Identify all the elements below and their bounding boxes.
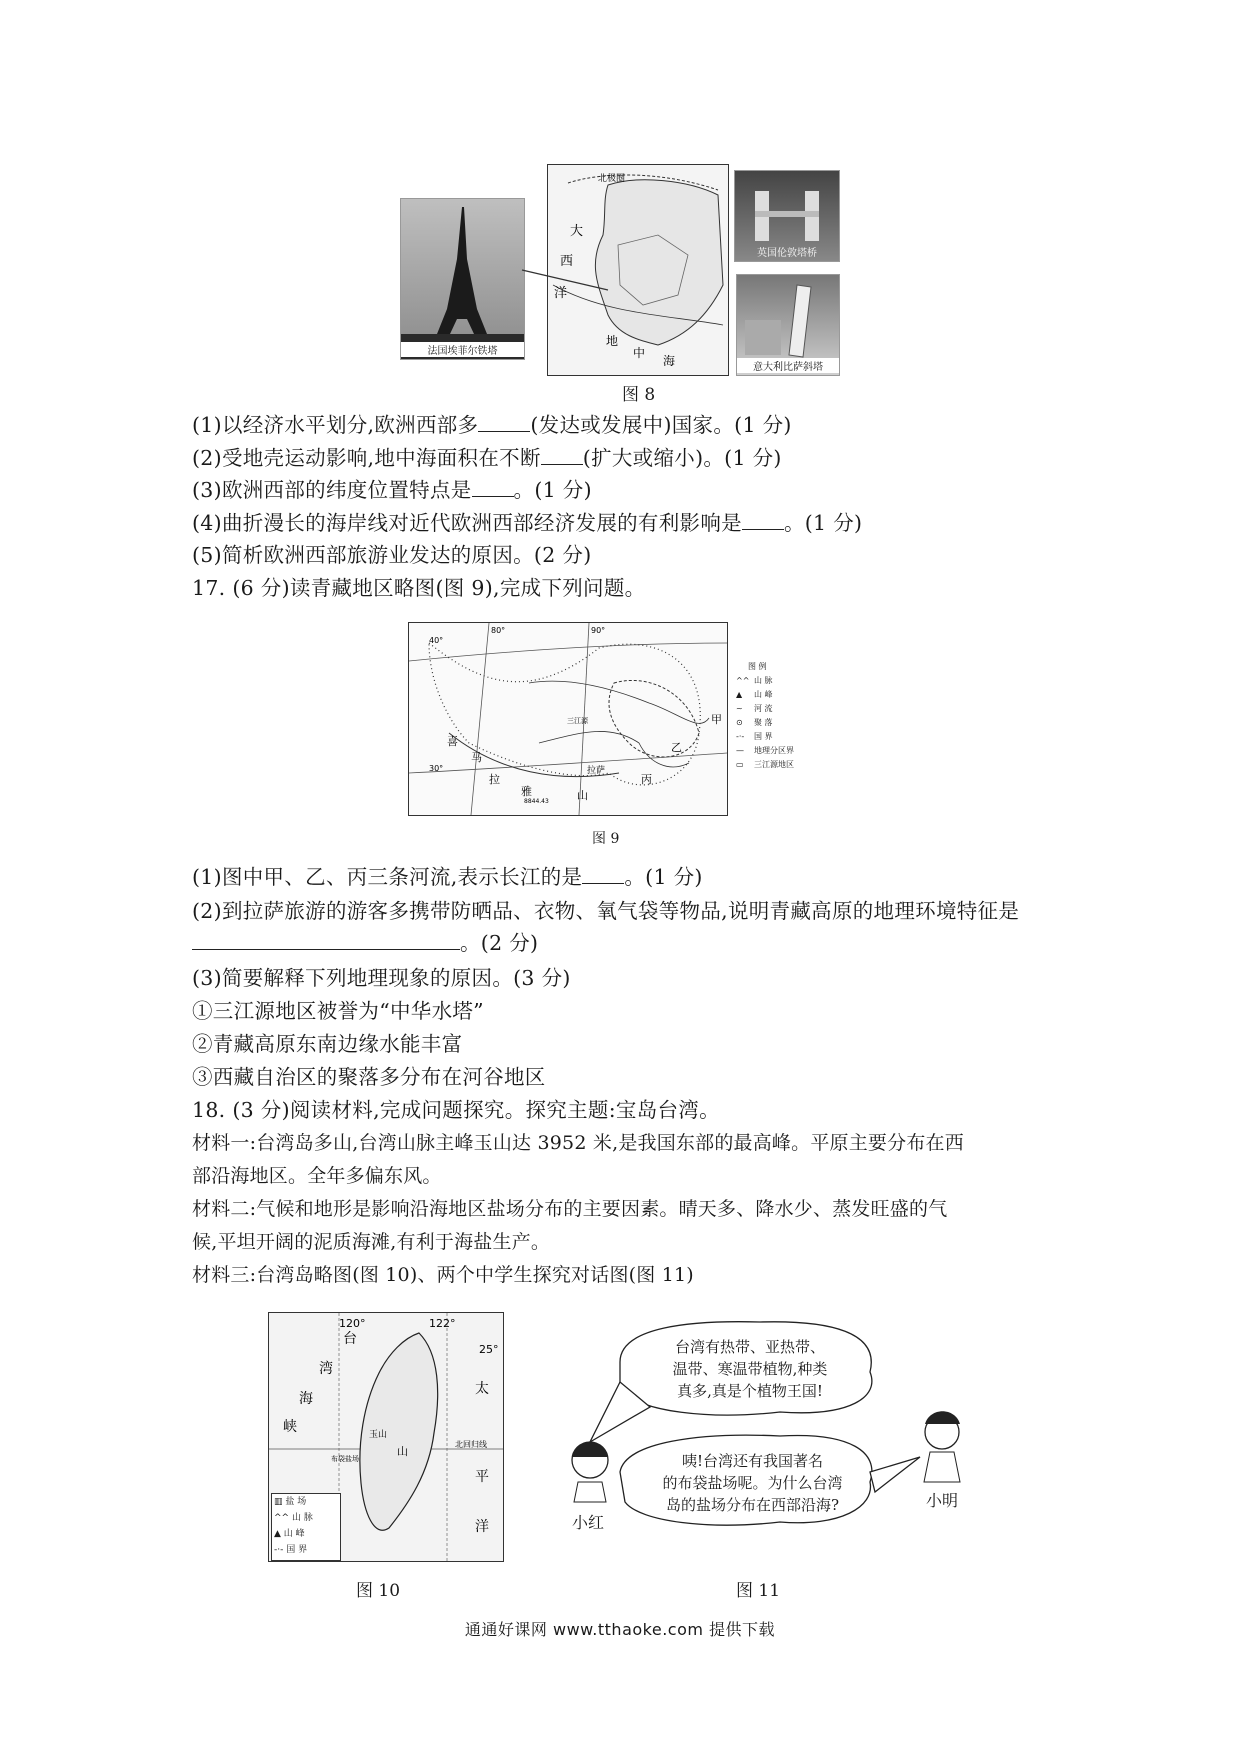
q16-blank3[interactable]	[472, 476, 514, 497]
river-jia: 甲	[711, 713, 722, 726]
him-la: 拉	[489, 773, 500, 786]
lon122: 122°	[429, 1317, 456, 1330]
map-label-a2: 西	[560, 254, 574, 269]
strait-xia: 峡	[283, 1419, 297, 1435]
fig11-caption: 图 11	[736, 1581, 781, 1601]
strait-hai: 海	[299, 1391, 313, 1407]
boy-name: 小明	[926, 1491, 959, 1510]
range-label: 山	[397, 1445, 408, 1458]
legend-item: ▭ 三江源地区	[736, 760, 794, 769]
q17-item2: ②青藏高原东南边缘水能丰富	[192, 1032, 463, 1056]
lon80: 80°	[491, 626, 506, 635]
fig8-caption: 图 8	[622, 385, 656, 405]
q17-part2-b: 。(2 分)	[460, 931, 539, 955]
strait-tai: 台	[343, 1331, 357, 1347]
bridge-caption: 英国伦敦塔桥	[757, 248, 817, 259]
eiffel-tower-icon	[401, 199, 524, 359]
lon120: 120°	[339, 1317, 366, 1330]
dialogue-figure	[550, 1312, 990, 1568]
river-yi: 乙	[671, 741, 682, 754]
map-label-m1: 地	[606, 334, 619, 348]
pisa-tower-photo	[736, 274, 840, 376]
him-shan: 山	[577, 789, 588, 802]
qinghai-tibet-map	[408, 622, 728, 816]
q18-title: 18. (3 分)阅读材料,完成问题探究。探究主题:宝岛台湾。	[192, 1098, 720, 1122]
q16-part3-b: 。(1 分)	[513, 478, 592, 502]
legend-item: ^^ 山 脉	[736, 676, 773, 685]
him-ma: 马	[471, 751, 482, 764]
legend-item: -·- 国 界	[274, 1545, 308, 1555]
lat25: 25°	[479, 1343, 499, 1356]
q17-part2-line2	[192, 928, 538, 958]
q17-part2-a: (2)到拉萨旅游的游客多携带防晒品、衣物、氧气袋等物品,说明青藏高原的地理环境特征是	[192, 899, 1020, 923]
q17-part1-a: (1)图中甲、乙、丙三条河流,表示长江的是	[192, 865, 583, 889]
q17-blank1[interactable]	[582, 863, 624, 884]
q17-part1	[192, 862, 703, 892]
map-label-m3: 海	[663, 354, 676, 368]
q17-title: 17. (6 分)读青藏地区略图(图 9),完成下列问题。	[192, 576, 646, 600]
bubble1-line: 台湾有热带、亚热带、	[674, 1338, 825, 1356]
bubble2-line: 的布袋盐场呢。为什么台湾	[662, 1474, 843, 1492]
map-label-a1: 大	[570, 224, 584, 239]
q16-part4-a: (4)曲折漫长的海岸线对近代欧洲西部经济发展的有利影响是	[192, 511, 742, 535]
taiwan-legend	[271, 1493, 341, 1561]
q17-item3: ③西藏自治区的聚落多分布在河谷地区	[192, 1065, 546, 1089]
q16-part4-b: 。(1 分)	[783, 511, 863, 535]
girl-name: 小红	[572, 1513, 605, 1532]
q18-material2-line1: 材料二:气候和地形是影响沿海地区盐场分布的主要因素。晴天多、降水少、蒸发旺盛的气	[192, 1198, 948, 1220]
sanjiangyuan-label: 三江源	[567, 717, 588, 725]
legend-item: — 地理分区界	[736, 746, 794, 755]
footer: 通通好课网 www.tthaoke.com 提供下载	[464, 1620, 776, 1639]
taiwan-map	[268, 1312, 504, 1562]
q16-blank4[interactable]	[742, 509, 784, 530]
eiffel-tower-photo	[400, 198, 525, 360]
river-bing: 丙	[641, 773, 652, 786]
q17-blank2[interactable]	[192, 929, 460, 950]
tropic-label: 北回归线	[455, 1440, 487, 1449]
budai-label: 布袋盐场	[331, 1455, 359, 1463]
lat30: 30°	[429, 764, 444, 773]
bubble1-line: 真多,真是个植物王国!	[677, 1382, 823, 1400]
bubble2-line: 咦!台湾还有我国著名	[681, 1452, 824, 1470]
q18-material1-line2: 部沿海地区。全年多偏东风。	[192, 1165, 442, 1187]
speech-bubble-1	[635, 1336, 865, 1402]
lon90: 90°	[591, 626, 606, 635]
yushan-label: 玉山	[369, 1430, 388, 1440]
legend-item: ▲ 山 峰	[736, 690, 773, 699]
bubble2-line: 岛的盐场分布在西部沿海?	[665, 1496, 840, 1514]
legend-item: ^^ 山 脉	[274, 1513, 313, 1523]
legend-title: 图 例	[748, 662, 767, 671]
lasa-label: 拉萨	[587, 766, 606, 776]
q16-part3-a: (3)欧洲西部的纬度位置特点是	[192, 478, 472, 502]
speech-bubble-2	[635, 1450, 870, 1516]
fig9-caption: 图 9	[592, 831, 620, 847]
q18-material2-line2: 候,平坦开阔的泥质海滩,有利于海盐生产。	[192, 1231, 551, 1253]
q16-part1-b: (发达或发展中)国家。(1 分)	[530, 413, 792, 437]
q16-part1	[192, 410, 792, 440]
everest-height: 8844.43	[524, 798, 549, 805]
lat40: 40°	[429, 636, 444, 645]
q16-part4	[192, 508, 862, 538]
ocean-tai: 太	[475, 1381, 489, 1397]
qinghai-tibet-map-svg	[409, 623, 727, 815]
q16-blank2[interactable]	[541, 444, 583, 465]
tower-bridge-photo	[734, 170, 840, 262]
q18-material1-line1: 材料一:台湾岛多山,台湾山脉主峰玉山达 3952 米,是我国东部的最高峰。平原主要分布在西	[192, 1132, 964, 1154]
legend-item: ▥ 盐 场	[274, 1497, 307, 1507]
ocean-ping: 平	[475, 1469, 489, 1485]
q16-blank1[interactable]	[478, 411, 530, 432]
q16-part5: (5)简析欧洲西部旅游业发达的原因。(2 分)	[192, 543, 592, 567]
eiffel-caption: 法国埃菲尔铁塔	[401, 342, 524, 357]
legend-item: ⊙ 聚 落	[736, 718, 773, 727]
q18-material3: 材料三:台湾岛略图(图 10)、两个中学生探究对话图(图 11)	[192, 1264, 694, 1286]
legend-item: -·- 国 界	[736, 732, 773, 741]
pisa-caption: 意大利比萨斜塔	[737, 358, 839, 373]
q16-part1-a: (1)以经济水平划分,欧洲西部多	[192, 413, 479, 437]
strait-wan: 湾	[319, 1361, 333, 1377]
fig10-caption: 图 10	[356, 1581, 401, 1601]
q17-item1: ①三江源地区被誉为“中华水塔”	[192, 999, 484, 1023]
q17-legend	[736, 660, 816, 772]
q16-part3	[192, 475, 592, 505]
bubble1-line: 温带、寒温带植物,种类	[672, 1360, 828, 1378]
him-ya: 雅	[521, 785, 532, 798]
q16-part2-a: (2)受地壳运动影响,地中海面积在不断	[192, 446, 541, 470]
q16-part2-b: (扩大或缩小)。(1 分)	[582, 446, 782, 470]
legend-item: ▲ 山 峰	[274, 1529, 305, 1539]
him-xi: 喜	[447, 735, 458, 748]
ocean-yang: 洋	[475, 1519, 489, 1535]
arrow-eiffel	[520, 250, 610, 310]
q16-part2	[192, 443, 782, 473]
q17-part3: (3)简要解释下列地理现象的原因。(3 分)	[192, 966, 571, 990]
legend-item: ~ 河 流	[736, 704, 773, 713]
map-label-a3: 洋	[554, 286, 568, 301]
q17-part1-b: 。(1 分)	[624, 865, 703, 889]
map-label-m2: 中	[633, 346, 646, 360]
map-label-arctic: 北极圈	[598, 174, 626, 184]
